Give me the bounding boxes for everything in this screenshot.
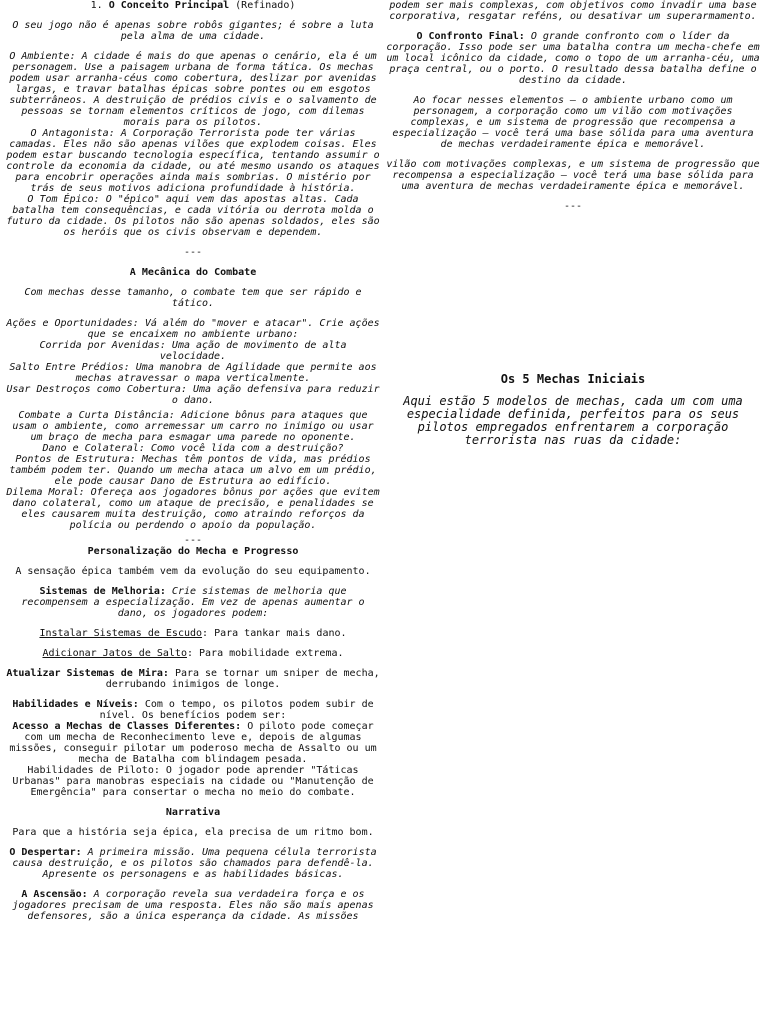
section-suffix: (Refinado) — [235, 0, 296, 11]
mechas-intro: Aqui estão 5 modelos de mechas, cada um com uma especialidade definida, perfeitos para os seus pilotos empregados enfrentarem a corporação terrorista nas ruas da cidade: — [403, 394, 743, 447]
dano-text: Dano e Colateral: Como você lida com a destruição? — [42, 443, 344, 454]
dilema-text: Dilema Moral: Ofereça aos jogadores bônus por ações que evitem dano colateral, como um ataque de precisão, e penalidades se eles causarem muita destruição, como atraindo reforços da polícia ou perdendo o apoio da população. — [6, 487, 380, 531]
mechas-heading: Os 5 Mechas Iniciais — [500, 372, 646, 386]
personalization-heading: Personalização do Mecha e Progresso — [87, 546, 299, 557]
salto-text: Salto Entre Prédios: Uma manobra de Agilidade que permite aos mechas atravessar o mapa verticalmente. — [9, 362, 377, 384]
separator: --- — [563, 201, 583, 212]
vilao-text: vilão com motivações complexas, e um sistema de progressão que recompensa a especialização – você terá uma base sólida para uma aventura de mechas verdadeiramente épica e memorável. — [386, 159, 760, 192]
combat-intro: Com mechas desse tamanho, o combate tem que ser rápido e tático. — [24, 287, 362, 309]
confronto-item: O Confronto Final: O grande confronto com o líder da corporação. Isso pode ser uma batalha contra um mecha-chefe em um local icônico da cidade, como o topo de um arranha-céu, uma praça central, ou o porto. O resultado dessa batalha define o destino da cidade. — [386, 31, 760, 86]
habilidades-item: Habilidades e Níveis: Com o tempo, os pilotos podem subir de nível. Os benefícios podem ser: — [12, 699, 374, 721]
right-column — [386, 0, 760, 447]
sistemas-item: Sistemas de Melhoria: Crie sistemas de melhoria que recompensem a especialização. Em vez de apenas aumentar o dano, os jogadores podem: — [21, 586, 365, 619]
curta-text: Combate a Curta Distância: Adicione bônus para ataques que usam o ambiente, como arremessar um carro no inimigo ou usar um braço de mecha para esmagar uma parede no oponente. — [12, 410, 374, 443]
section-number: 1. — [90, 0, 103, 11]
pontos-text: Pontos de Estrutura: Mechas têm pontos de vida, mas prédios também podem ter. Quando um mecha ataca um alvo em um prédio, ele pode causar Dano de Estrutura ao edifício. — [9, 454, 377, 487]
tom-text: O Tom Épico: O "épico" aqui vem das apostas altas. Cada batalha tem consequências, e cada vitória ou derrota molda o futuro da cidade. Os pilotos não são apenas soldados, eles são os heróis que os civis observam e dependem. — [6, 194, 380, 238]
destrocos-text: Usar Destroços como Cobertura: Uma ação defensiva para reduzir o dano. — [6, 384, 380, 406]
jatos-link[interactable]: Adicionar Jatos de Salto — [42, 648, 187, 659]
narrativa-heading: Narrativa — [165, 807, 221, 818]
ambiente-text: O Ambiente: A cidade é mais do que apenas o cenário, ela é um personagem. Use a paisagem urbana de forma tática. Os mechas podem usar arranha-céus como cobertura, deslizar por avenidas largas, e travar batalhas épicas sobre pontes ou em esgotos subterrâneos. A destruição de prédios civis e o salvamento de pessoas se tornam elementos críticos de jogo, com dilemas morais para os pilotos. — [9, 51, 377, 128]
acoes-text: Ações e Oportunidades: Vá além do "mover e atacar". Crie ações que se encaixem no ambiente urbano: — [6, 318, 380, 340]
despertar-item: O Despertar: A primeira missão. Uma pequena célula terrorista causa destruição, e os pilotos são chamados para defendê-la. Apresente os personagens e as habilidades básicas. — [9, 847, 377, 880]
separator: --- — [183, 247, 203, 258]
section-title: O Conceito Principal — [108, 0, 230, 11]
escudo-link[interactable]: Instalar Sistemas de Escudo — [39, 628, 203, 639]
left-column — [6, 0, 380, 922]
narrativa-intro: Para que a história seja épica, ela precisa de um ritmo bom. — [12, 827, 374, 838]
concept-header — [6, 0, 380, 11]
intro-text: O seu jogo não é apenas sobre robôs gigantes; é sobre a luta pela alma de uma cidade. — [12, 20, 374, 42]
focar-text: Ao focar nesses elementos – o ambiente urbano como um personagem, a corporação como um vilão com motivações complexas, e um sistema de progressão que recompensa a especialização – você terá uma base sólida para uma aventura de mechas verdadeiramente épica e memorável. — [392, 95, 754, 150]
jatos-item: Adicionar Jatos de Salto: Para mobilidade extrema. — [42, 648, 344, 659]
ascensao-item: A Ascensão: A corporação revela sua verdadeira força e os jogadores precisam de uma resposta. Eles não são mais apenas defensores, são a única esperança da cidade. As missões — [12, 889, 374, 922]
combat-heading: A Mecânica do Combate — [129, 267, 257, 278]
habpiloto-item: Habilidades de Piloto: O jogador pode aprender "Táticas Urbanas" para manobras especiais na cidade ou "Manutenção de Emergência" para consertar o mecha no meio do combate. — [12, 765, 374, 798]
corrida-text: Corrida por Avenidas: Uma ação de movimento de alta velocidade. — [39, 340, 347, 362]
separator: --- — [183, 535, 203, 546]
personalization-intro: A sensação épica também vem da evolução do seu equipamento. — [15, 566, 371, 577]
continuation-text: podem ser mais complexas, com objetivos como invadir uma base corporativa, resgatar reféns, ou desativar um superarmamento. — [389, 0, 757, 22]
escudo-item: Instalar Sistemas de Escudo: Para tankar mais dano. — [39, 628, 347, 639]
mira-item: Atualizar Sistemas de Mira: Para se tornar um sniper de mecha, derrubando inimigos de longe. — [6, 668, 380, 690]
acesso-item: Acesso a Mechas de Classes Diferentes: O piloto pode começar com um mecha de Reconhecimento leve e, depois de algumas missões, conseguir pilotar um poderoso mecha de Assalto ou um mecha de Batalha com blindagem pesada. — [9, 721, 377, 765]
antagonista-text: O Antagonista: A Corporação Terrorista pode ter várias camadas. Eles não são apenas vilões que explodem coisas. Eles podem estar buscando tecnologia específica, tentando assumir o controle da economia da cidade, ou até mesmo usando os ataques para encobrir operações ainda mais sombrias. O mistério por trás de seus motivos adiciona profundidade à história. — [6, 128, 380, 194]
